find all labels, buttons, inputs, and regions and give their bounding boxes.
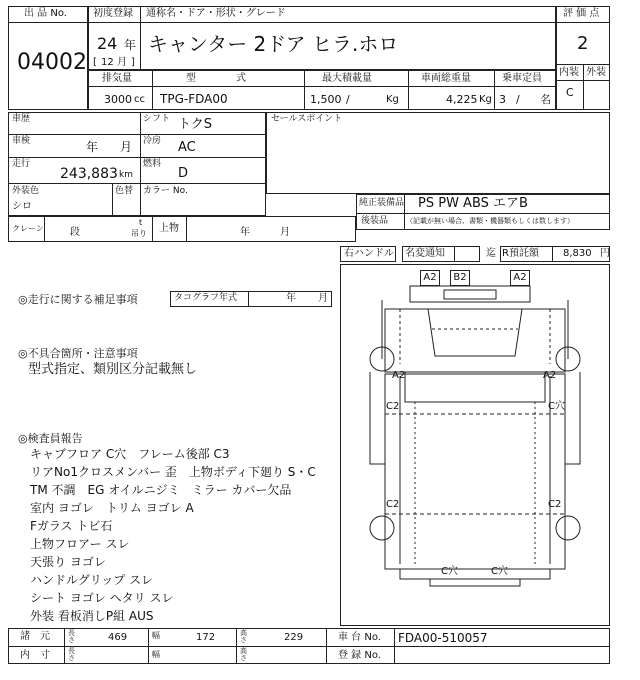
year-unit: 年 xyxy=(124,38,137,52)
damage-mark-right-front: C穴 xyxy=(548,401,565,412)
defect-text: 型式指定、類別区分記載無し xyxy=(28,362,198,377)
capacity-unit: 名 xyxy=(540,93,551,106)
divider xyxy=(140,6,141,70)
divider xyxy=(148,628,149,664)
exterior-grade-label: 外装 xyxy=(586,67,606,78)
model-name: キャンター 2ドア ヒラ.ホロ xyxy=(148,32,399,56)
defect-label: ◎不具合箇所・注意事項 xyxy=(18,347,138,360)
divider xyxy=(112,183,113,216)
aircon-value: AC xyxy=(178,140,196,155)
divider xyxy=(44,216,45,242)
inspector-line: TM 不調 EG オイルニジミ ミラー カバー欠品 xyxy=(30,483,292,497)
divider xyxy=(64,628,65,664)
height-label: 高さ xyxy=(240,629,247,644)
divider xyxy=(326,628,327,664)
divider xyxy=(356,213,610,214)
displacement-value: 3000 xyxy=(104,93,132,106)
registration-year: 24 xyxy=(97,34,118,53)
inspector-line: リアNo1クロスメンバー 歪 上物ボディ下廻り S・C xyxy=(30,465,316,479)
tachograph-month: 月 xyxy=(318,293,328,304)
damage-mark-left-door: A2 xyxy=(392,370,406,381)
color-number-label: カラー No. xyxy=(143,186,188,196)
crane-tonnage: t xyxy=(139,218,143,227)
chassis-number: FDA00-510057 xyxy=(398,631,488,645)
score-value: 2 xyxy=(577,33,589,54)
divider xyxy=(404,194,405,230)
interior-width-label: 幅 xyxy=(152,650,160,659)
interior-dimensions-label: 内 寸 xyxy=(20,650,50,661)
month-open-bracket: [ xyxy=(93,57,97,68)
history-label: 車歴 xyxy=(12,114,31,124)
divider xyxy=(304,70,305,110)
damage-mark-rear-right: C穴 xyxy=(491,566,508,577)
crane-label: クレーン xyxy=(12,224,44,233)
width-label: 幅 xyxy=(152,631,160,640)
divider xyxy=(236,628,237,664)
registration-month: 12 xyxy=(101,57,114,68)
divider xyxy=(408,70,409,110)
divider xyxy=(152,216,153,242)
lot-number-label: 出 品 No. xyxy=(24,8,67,19)
shift-label: シフト xyxy=(143,114,171,124)
name-change-until: 迄 xyxy=(486,248,496,259)
inspector-line: 外装 看板消しP組 AUS xyxy=(30,609,154,623)
length-label: 長さ xyxy=(68,629,75,644)
name-change-label: 名変通知 xyxy=(405,248,445,259)
interior-length-label: 長さ xyxy=(68,647,75,662)
damage-mark-front-left: A2 xyxy=(420,270,440,286)
divider xyxy=(552,246,553,262)
dimensions-label: 諸 元 xyxy=(20,631,50,642)
truck-diagram xyxy=(340,264,610,626)
fuel-label: 燃料 xyxy=(143,159,162,169)
inspector-line: Fガラス トビ石 xyxy=(30,519,113,533)
length-value: 469 xyxy=(108,632,128,643)
registration-number-label: 登 録 No. xyxy=(338,650,381,661)
divider xyxy=(8,134,266,135)
divider xyxy=(88,22,556,23)
inspection-year-unit: 年 xyxy=(86,140,99,154)
shift-value: トクS xyxy=(178,117,212,132)
tachograph-label: タコグラフ年式 xyxy=(174,293,238,303)
max-load-unit: Kg xyxy=(386,94,399,105)
tachograph-year: 年 xyxy=(286,293,296,304)
divider xyxy=(140,183,141,216)
aircon-label: 冷房 xyxy=(143,136,162,146)
crane-box xyxy=(8,216,356,242)
divider xyxy=(152,70,153,110)
exterior-color: シロ xyxy=(12,201,32,212)
interior-grade-label: 内装 xyxy=(559,67,579,78)
inspection-label: 車検 xyxy=(12,136,31,146)
running-remarks-label: ◎走行に関する補足事項 xyxy=(18,293,138,306)
score-label: 評 価 点 xyxy=(563,8,600,19)
displacement-label: 排気量 xyxy=(102,73,132,84)
color-change-label: 色替 xyxy=(115,186,134,196)
sales-point-box xyxy=(266,112,610,194)
aftermarket-note: （記載が無い場合、書類・機器類もしくは数します） xyxy=(406,217,574,225)
mileage-label: 走行 xyxy=(12,159,31,169)
damage-mark-front-right: A2 xyxy=(510,270,530,286)
upper-year: 年 xyxy=(240,227,250,238)
upper-month: 月 xyxy=(280,227,290,238)
month-close-bracket: ] xyxy=(131,57,135,68)
max-load-separator: / xyxy=(346,93,350,106)
damage-mark-right-door: A2 xyxy=(543,370,557,381)
sales-point-label: セールスポイント xyxy=(271,114,343,124)
mileage-value: 243,883 xyxy=(60,166,118,182)
equipment-value: PS PW ABS エアB xyxy=(418,196,528,211)
max-load: 1,500 xyxy=(310,93,342,106)
equipment-label: 純正装備品 xyxy=(359,198,405,208)
lot-number: 04002 xyxy=(17,50,87,75)
inspector-line: 室内 ヨゴレ トリム ヨゴレ A xyxy=(30,501,194,515)
damage-mark-left-front: C2 xyxy=(386,401,400,412)
divider xyxy=(8,646,610,647)
model-type: TPG-FDA00 xyxy=(160,92,228,106)
divider xyxy=(88,86,556,87)
damage-mark-front-center: B2 xyxy=(450,270,470,286)
max-load-label: 最大積載量 xyxy=(322,73,372,84)
crane-lift: 吊り xyxy=(131,229,147,238)
divider xyxy=(583,64,584,110)
height-value: 229 xyxy=(284,632,304,643)
divider xyxy=(186,216,187,242)
divider xyxy=(8,157,266,158)
divider xyxy=(494,70,495,110)
inspector-label: ◎検査員報告 xyxy=(18,432,83,445)
capacity-separator: / xyxy=(516,93,520,106)
gross-weight-unit: Kg xyxy=(479,94,492,105)
first-registration-label: 初度登録 xyxy=(93,8,133,19)
inspector-line: 上物フロアー スレ xyxy=(30,537,130,551)
width-value: 172 xyxy=(196,632,216,643)
aftermarket-label: 後装品 xyxy=(361,216,389,226)
recycle-deposit-value: 8,830 xyxy=(563,248,592,259)
chassis-label: 車 台 No. xyxy=(338,632,381,643)
divider xyxy=(8,183,266,184)
details-box xyxy=(8,112,266,216)
capacity-label: 乗車定員 xyxy=(502,73,542,84)
handle-side: 右ハンドル xyxy=(344,248,394,259)
inspector-line: キャブフロア C穴 フレーム後部 C3 xyxy=(30,447,230,461)
displacement-unit: cc xyxy=(134,94,145,105)
damage-mark-right-rear: C2 xyxy=(548,499,562,510)
mileage-unit: km xyxy=(119,170,133,180)
inspector-line: ハンドルグリップ スレ xyxy=(30,573,154,587)
month-unit: 月 xyxy=(117,57,127,68)
divider xyxy=(140,112,141,183)
divider xyxy=(8,22,88,23)
model-name-label: 通称名・ドア・形状・グレード xyxy=(146,8,286,19)
inspection-month-unit: 月 xyxy=(120,140,133,154)
gross-weight: 4,225 xyxy=(446,93,478,106)
divider xyxy=(394,628,395,664)
crane-stages: 段 xyxy=(70,227,80,238)
recycle-deposit-unit: 円 xyxy=(600,248,610,259)
inspector-line: 天張り ヨゴレ xyxy=(30,555,106,569)
fuel-value: D xyxy=(178,166,189,181)
model-type-label: 型 式 xyxy=(186,73,246,84)
damage-mark-left-rear: C2 xyxy=(386,499,400,510)
recycle-deposit-label: R預託額 xyxy=(502,248,539,259)
divider xyxy=(454,246,455,262)
gross-weight-label: 車両総重量 xyxy=(421,73,471,84)
damage-mark-rear-left: C穴 xyxy=(441,566,458,577)
capacity: 3 xyxy=(499,93,506,106)
inspector-line: シート ヨゴレ ヘタリ スレ xyxy=(30,591,174,605)
divider xyxy=(248,291,249,307)
exterior-color-label: 外装色 xyxy=(12,186,40,196)
upper-label: 上物 xyxy=(159,223,179,234)
divider xyxy=(556,22,610,23)
interior-height-label: 高さ xyxy=(240,647,247,662)
interior-grade: C xyxy=(566,86,574,99)
